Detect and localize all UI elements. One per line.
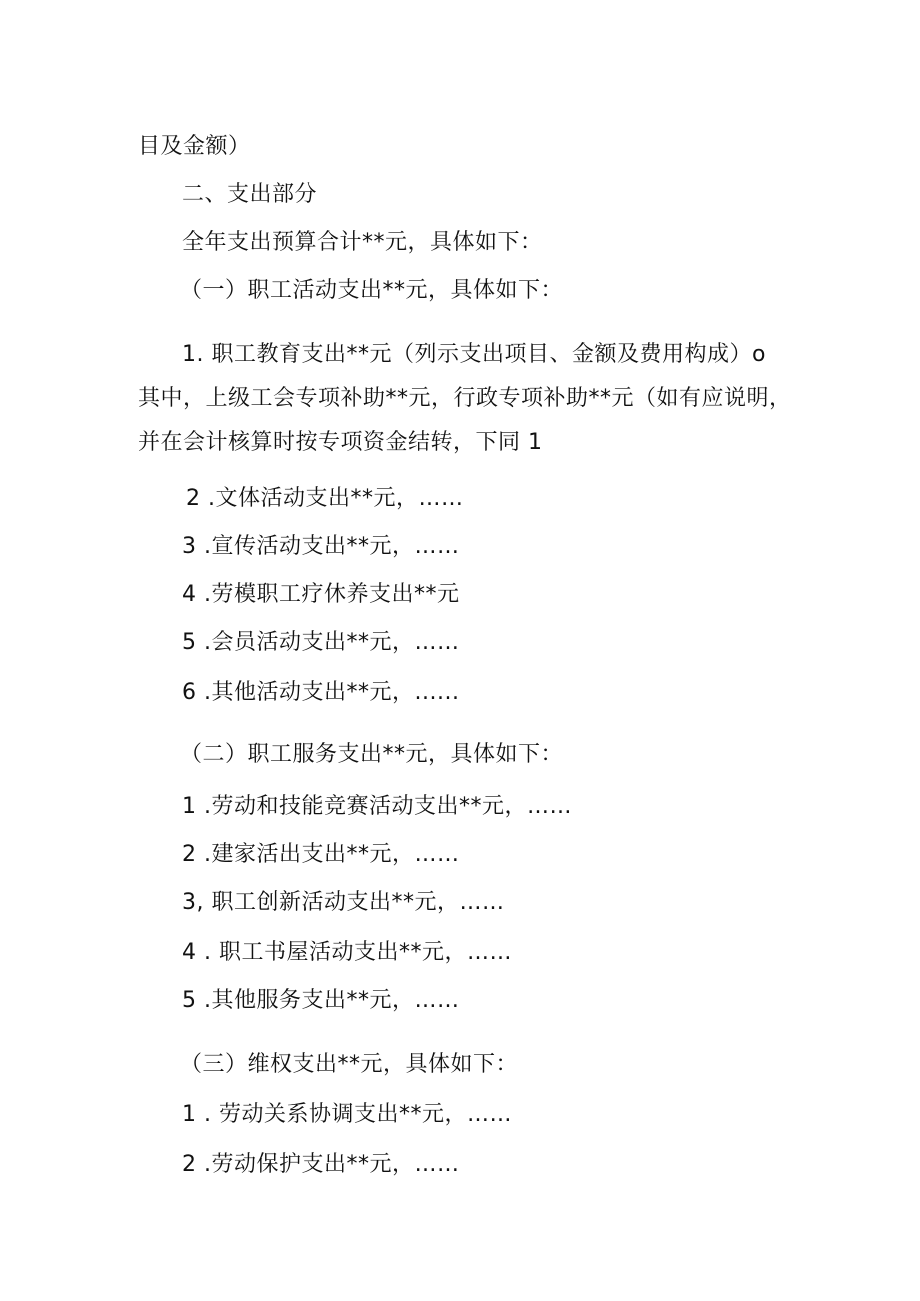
list-item: 3, 职工创新活动支出**元，…… — [182, 890, 505, 915]
list-item: 1 . 劳动关系协调支出**元，…… — [182, 1102, 512, 1127]
section-heading-expenditure: 二、支出部分 — [182, 182, 318, 207]
list-item: 4 .劳模职工疗休养支出**元 — [182, 582, 460, 607]
subsection-heading-worker-activities: （一）职工活动支出**元，具体如下： — [180, 278, 564, 303]
list-item: 5 .会员活动支出**元，…… — [182, 630, 460, 655]
paragraph-line: 并在会计核算时按专项资金结转，下同 1 — [138, 430, 543, 455]
list-item-worker-education: 1. 职工教育支出**元（列示支出项目、金额及费用构成）o — [182, 342, 766, 367]
text-line-continuation: 目及金额） — [138, 134, 251, 159]
list-item: 2 .建家活出支出**元，…… — [182, 842, 460, 867]
list-item: 4 . 职工书屋活动支出**元，…… — [182, 940, 512, 965]
list-item: 6 .其他活动支出**元，...... — [182, 680, 460, 705]
list-item: 2 .劳动保护支出**元，…… — [182, 1152, 460, 1177]
list-item: 1 .劳动和技能竞赛活动支出**元，…… — [182, 794, 572, 819]
subsection-heading-rights-protection: （三）维权支出**元，具体如下： — [180, 1052, 519, 1077]
list-item: 2 .文体活动支出**元，…… — [186, 486, 464, 511]
paragraph-line: 其中，上级工会专项补助**元，行政专项补助**元（如有应说明， — [138, 386, 792, 411]
list-item: 3 .宣传活动支出**元，…… — [182, 534, 460, 559]
budget-total-line: 全年支出预算合计**元，具体如下： — [182, 230, 543, 255]
list-item: 5 .其他服务支出**元，…… — [182, 988, 460, 1013]
subsection-heading-worker-services: （二）职工服务支出**元，具体如下： — [180, 742, 564, 767]
